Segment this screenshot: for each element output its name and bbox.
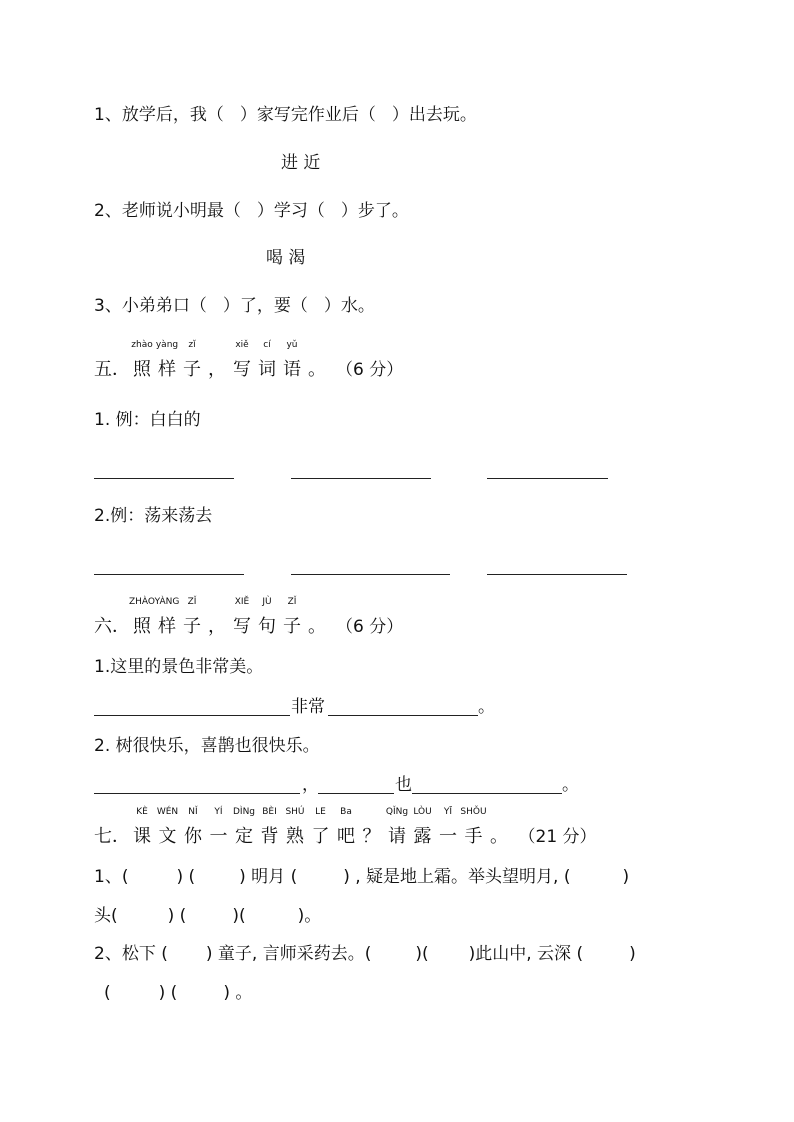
hanzi: 吧 (337, 826, 355, 847)
text-fragment: )( (415, 944, 429, 964)
hanzi: 写 (233, 616, 251, 637)
section-number: 七． (94, 826, 130, 847)
text-fragment: )此山中, 云深 ( (468, 944, 584, 964)
heading-char (282, 597, 302, 638)
hanzi: 样 (158, 359, 176, 380)
hanzi: 子 (283, 616, 301, 637)
pinyin: WÉN (156, 807, 179, 817)
pinyin: YÀNG (154, 597, 180, 607)
section-7-poem-1-line-2 (94, 905, 321, 927)
section-6-comma: ， (302, 775, 319, 795)
text-fragment: ）步了。 (340, 201, 409, 221)
section-number: 五． (94, 359, 130, 380)
section-5-example-2: 2.例：荡来荡去 (94, 506, 213, 526)
section-6-period-2: 。 (562, 775, 579, 795)
section-6-example-1: 1.这里的景色非常美。 (94, 657, 264, 677)
hanzi: 背 (260, 826, 279, 847)
text-fragment: 1、( (94, 867, 129, 887)
pinyin: YĪ (443, 807, 453, 817)
heading-char (257, 340, 277, 381)
pinyin: JÙ (262, 597, 272, 607)
heading-char (438, 807, 458, 848)
hanzi: 词 (258, 359, 276, 380)
heading-char (156, 807, 179, 848)
hanzi: 文 (158, 826, 177, 847)
text-fragment: ) 。 (223, 983, 253, 1003)
section-6-period-1: 。 (478, 697, 495, 717)
hanzi: ， (208, 616, 226, 637)
heading-char (311, 807, 331, 848)
heading-char (182, 597, 202, 638)
section-6-connector-2: 也 (395, 775, 412, 795)
pinyin: LÒU (413, 807, 432, 817)
pinyin: KÈ (136, 807, 148, 817)
section-7-poem-2-line-2 (104, 982, 252, 1004)
answer-line[interactable] (94, 793, 300, 794)
answer-line[interactable] (291, 478, 431, 479)
pinyin: ZǏ (187, 597, 197, 607)
heading-char (182, 340, 202, 381)
hanzi: 一 (209, 826, 228, 847)
heading-char (460, 807, 487, 848)
text-fragment: ) , 疑是地上霜。举头望明月, ( (343, 867, 571, 887)
pinyin: cí (263, 340, 271, 350)
pinyin: Ba (340, 807, 352, 817)
pinyin: ZǏ (287, 597, 297, 607)
heading-char (307, 612, 327, 638)
text-fragment: ) 童子, 言师采药去。( (205, 944, 372, 964)
hanzi: 照 (133, 359, 151, 380)
text-fragment: ) ( (167, 906, 187, 926)
hanzi: 子 (183, 359, 201, 380)
heading-char (413, 807, 433, 848)
text-fragment: ) (629, 944, 636, 964)
text-fragment: ）了，要（ (222, 296, 308, 316)
text-fragment: ) ( (176, 867, 196, 887)
q4-sentence-1 (94, 104, 477, 126)
answer-line[interactable] (94, 574, 244, 575)
pinyin: QǏNg (385, 807, 409, 817)
text-fragment: )。 (297, 906, 322, 926)
pinyin: SHÚ (285, 807, 305, 817)
heading-char (132, 807, 152, 848)
section-score: （21 分） (518, 827, 597, 847)
text-fragment: 2、老师说小明最（ (94, 201, 241, 221)
hanzi: 请 (388, 826, 406, 847)
hanzi: 写 (233, 359, 251, 380)
hanzi: 你 (184, 826, 202, 847)
heading-char (183, 807, 203, 848)
pinyin: ZHÀO (128, 597, 155, 607)
text-fragment: ) ( (158, 983, 178, 1003)
heading-char (232, 340, 252, 381)
heading-char (154, 597, 180, 638)
hanzi: ， (208, 359, 226, 380)
hanzi: 句 (258, 616, 276, 637)
section-number: 六． (94, 616, 130, 637)
pinyin: LE (315, 807, 326, 817)
q4-options-1: 进 近 (281, 153, 321, 173)
heading-char (307, 355, 327, 381)
hanzi: 手 (464, 826, 483, 847)
heading-char (385, 807, 409, 848)
heading-char (232, 807, 256, 848)
pinyin: DÌNg (232, 807, 256, 817)
hanzi: 。 (308, 359, 326, 380)
heading-char (336, 807, 356, 848)
pinyin: yàng (155, 340, 179, 350)
pinyin: XIĚ (234, 597, 250, 607)
hanzi: 语 (283, 359, 301, 380)
hanzi: 。 (490, 826, 508, 847)
pinyin: yǔ (286, 340, 298, 350)
hanzi: 子 (183, 616, 201, 637)
text-fragment: 1、放学后，我（ (94, 105, 224, 125)
text-fragment: ）水。 (323, 296, 375, 316)
hanzi: 一 (439, 826, 457, 847)
heading-char (207, 612, 227, 638)
q4-sentence-2 (94, 200, 409, 222)
text-fragment: 2、松下 ( (94, 944, 168, 964)
q4-options-2: 喝 渴 (266, 248, 306, 268)
section-6-connector-1: 非常 (291, 697, 325, 717)
text-fragment: ）出去玩。 (391, 105, 477, 125)
section-score: （6 分） (336, 617, 404, 637)
section-7-poem-1-line-1 (94, 866, 629, 888)
heading-char (207, 355, 227, 381)
answer-line[interactable] (328, 715, 478, 716)
heading-char (232, 597, 252, 638)
heading-char (362, 822, 382, 848)
answer-line[interactable] (94, 715, 290, 716)
section-5-example-1: 1. 例：白白的 (94, 410, 201, 430)
text-fragment: ) (622, 867, 630, 887)
pinyin: zǐ (188, 340, 196, 350)
section-7-poem-2-line-1 (94, 943, 636, 965)
answer-line[interactable] (291, 574, 450, 575)
heading-char (128, 597, 155, 638)
hanzi: 。 (308, 616, 326, 637)
heading-char (489, 822, 509, 848)
text-fragment: ）家写完作业后（ (239, 105, 376, 125)
heading-char (282, 340, 302, 381)
heading-char (155, 340, 179, 381)
text-fragment: 3、小弟弟口（ (94, 296, 207, 316)
heading-char (209, 807, 229, 848)
pinyin: NǏ (188, 807, 198, 817)
pinyin: SHǑU (460, 807, 487, 817)
hanzi: ？ (362, 826, 381, 847)
heading-char (257, 597, 277, 638)
answer-line[interactable] (318, 793, 394, 794)
pinyin: YÍ (214, 807, 223, 817)
hanzi: 课 (133, 826, 151, 847)
hanzi: 熟 (286, 826, 304, 847)
text-fragment: )( (232, 906, 246, 926)
hanzi: 了 (311, 826, 330, 847)
section-score: （6 分） (336, 360, 404, 380)
answer-line[interactable] (94, 478, 234, 479)
hanzi: 定 (235, 826, 253, 847)
text-fragment: ) 明月 ( (239, 867, 298, 887)
answer-line[interactable] (412, 793, 562, 794)
hanzi: 样 (158, 616, 176, 637)
hanzi: 露 (413, 826, 432, 847)
answer-line[interactable] (487, 574, 627, 575)
heading-char (131, 340, 153, 381)
text-fragment: 头( (94, 906, 118, 926)
hanzi: 照 (133, 616, 151, 637)
q4-sentence-3 (94, 295, 375, 317)
section-6-example-2: 2. 树很快乐，喜鹊也很快乐。 (94, 736, 320, 756)
pinyin: zhào (131, 340, 153, 350)
heading-char (260, 807, 280, 848)
pinyin: BÈI (262, 807, 277, 817)
answer-line[interactable] (487, 478, 608, 479)
text-fragment: ( (104, 983, 111, 1003)
heading-char (285, 807, 305, 848)
text-fragment: ）学习（ (256, 201, 325, 221)
pinyin: xiě (235, 340, 249, 350)
